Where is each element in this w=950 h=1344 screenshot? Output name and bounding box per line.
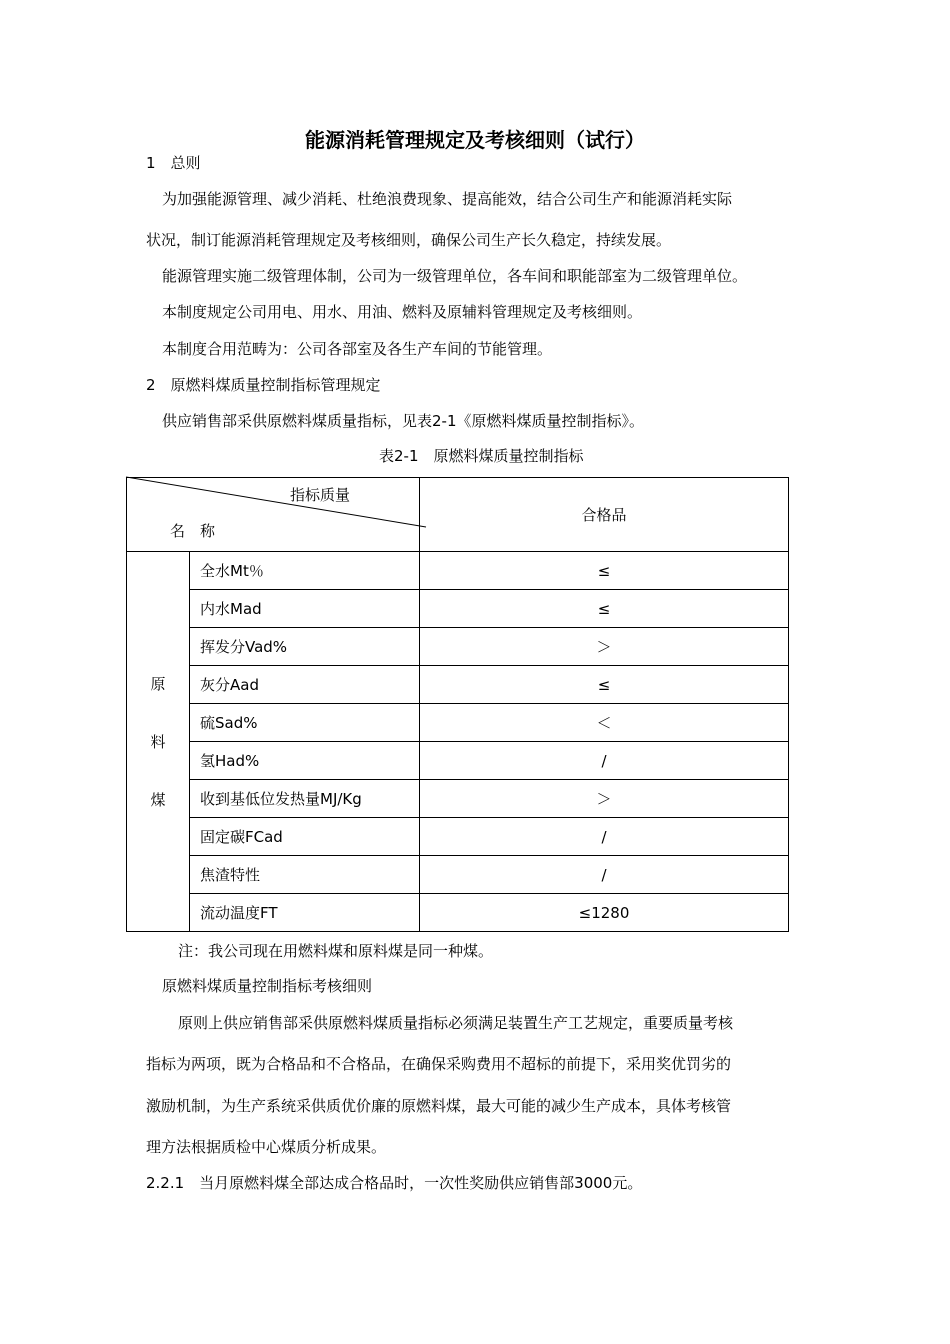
quality-table (126, 477, 789, 932)
paragraph-1-line-1: 为加强能源管理、减少消耗、杜绝浪费现象、提高能效，结合公司生产和能源消耗实际 (162, 190, 733, 208)
section-1-heading: 1 总则 (146, 154, 201, 172)
group-char: 原 (150, 674, 166, 693)
value-cell: ≤ (420, 666, 789, 704)
item-cell: 固定碳FCad (190, 818, 420, 856)
value-cell: / (420, 742, 789, 780)
table-row (127, 818, 789, 856)
header-metric-label: 指标质量 (290, 486, 351, 504)
value-cell: ≤ (420, 552, 789, 590)
item-cell: 流动温度FT (190, 894, 420, 932)
table-row (127, 552, 789, 590)
item-cell: 焦渣特性 (190, 856, 420, 894)
item-cell: 全水Mt％ (190, 552, 420, 590)
table-row (127, 666, 789, 704)
table-row (127, 590, 789, 628)
group-char: 料 (150, 732, 166, 751)
paragraph-6-line-3: 激励机制，为生产系统采供质优价廉的原燃料煤，最大可能的减少生产成本，具体考核管 (146, 1097, 732, 1115)
item-cell: 收到基低位发热量MJ/Kg (190, 780, 420, 818)
paragraph-6-line-1: 原则上供应销售部采供原燃料煤质量指标必须满足装置生产工艺规定，重要质量考核 (178, 1014, 734, 1032)
header-qualified-cell: 合格品 (420, 478, 789, 552)
paragraph-6-line-2: 指标为两项，既为合格品和不合格品，在确保采购费用不超标的前提下，采用奖优罚劣的 (146, 1055, 732, 1073)
table-row (127, 780, 789, 818)
paragraph-5: 供应销售部采供原燃料煤质量指标，见表2-1《原燃料煤质量控制指标》。 (162, 412, 645, 430)
table-row (127, 628, 789, 666)
value-cell: ＞ (420, 780, 789, 818)
table-note: 注：我公司现在用燃料煤和原料煤是同一种煤。 (178, 942, 494, 960)
item-cell: 硫Sad% (190, 704, 420, 742)
group-name-cell (127, 552, 190, 932)
table-row (127, 704, 789, 742)
item-cell: 挥发分Vad% (190, 628, 420, 666)
table-row (127, 856, 789, 894)
table-row (127, 894, 789, 932)
paragraph-3: 本制度规定公司用电、用水、用油、燃料及原辅料管理规定及考核细则。 (162, 303, 643, 321)
paragraph-6-line-4: 理方法根据质检中心煤质分析成果。 (146, 1138, 387, 1156)
value-cell: / (420, 818, 789, 856)
table-header-row (127, 478, 789, 552)
item-cell: 内水Mad (190, 590, 420, 628)
item-cell: 灰分Aad (190, 666, 420, 704)
value-cell: ＜ (420, 704, 789, 742)
subsection-heading: 原燃料煤质量控制指标考核细则 (162, 977, 373, 995)
value-cell: ≤ (420, 590, 789, 628)
table-row (127, 742, 789, 780)
diagonal-header-cell (127, 478, 420, 552)
item-cell: 氢Had% (190, 742, 420, 780)
paragraph-4: 本制度合用范畴为：公司各部室及各生产车间的节能管理。 (162, 340, 553, 358)
value-cell: ＞ (420, 628, 789, 666)
group-char: 煤 (150, 790, 166, 809)
value-cell: ≤1280 (420, 894, 789, 932)
section-2-heading: 2 原燃料煤质量控制指标管理规定 (146, 376, 381, 394)
value-cell: / (420, 856, 789, 894)
paragraph-7: 2.2.1 当月原燃料煤全部达成合格品时，一次性奖励供应销售部3000元。 (146, 1174, 643, 1192)
page-title: 能源消耗管理规定及考核细则（试行） (305, 128, 645, 152)
paragraph-2: 能源管理实施二级管理体制，公司为一级管理单位，各车间和职能部室为二级管理单位。 (162, 267, 748, 285)
header-name-label: 名 称 (170, 522, 216, 540)
paragraph-1-line-2: 状况，制订能源消耗管理规定及考核细则，确保公司生产长久稳定，持续发展。 (146, 231, 672, 249)
table-caption: 表2-1 原燃料煤质量控制指标 (379, 447, 584, 465)
